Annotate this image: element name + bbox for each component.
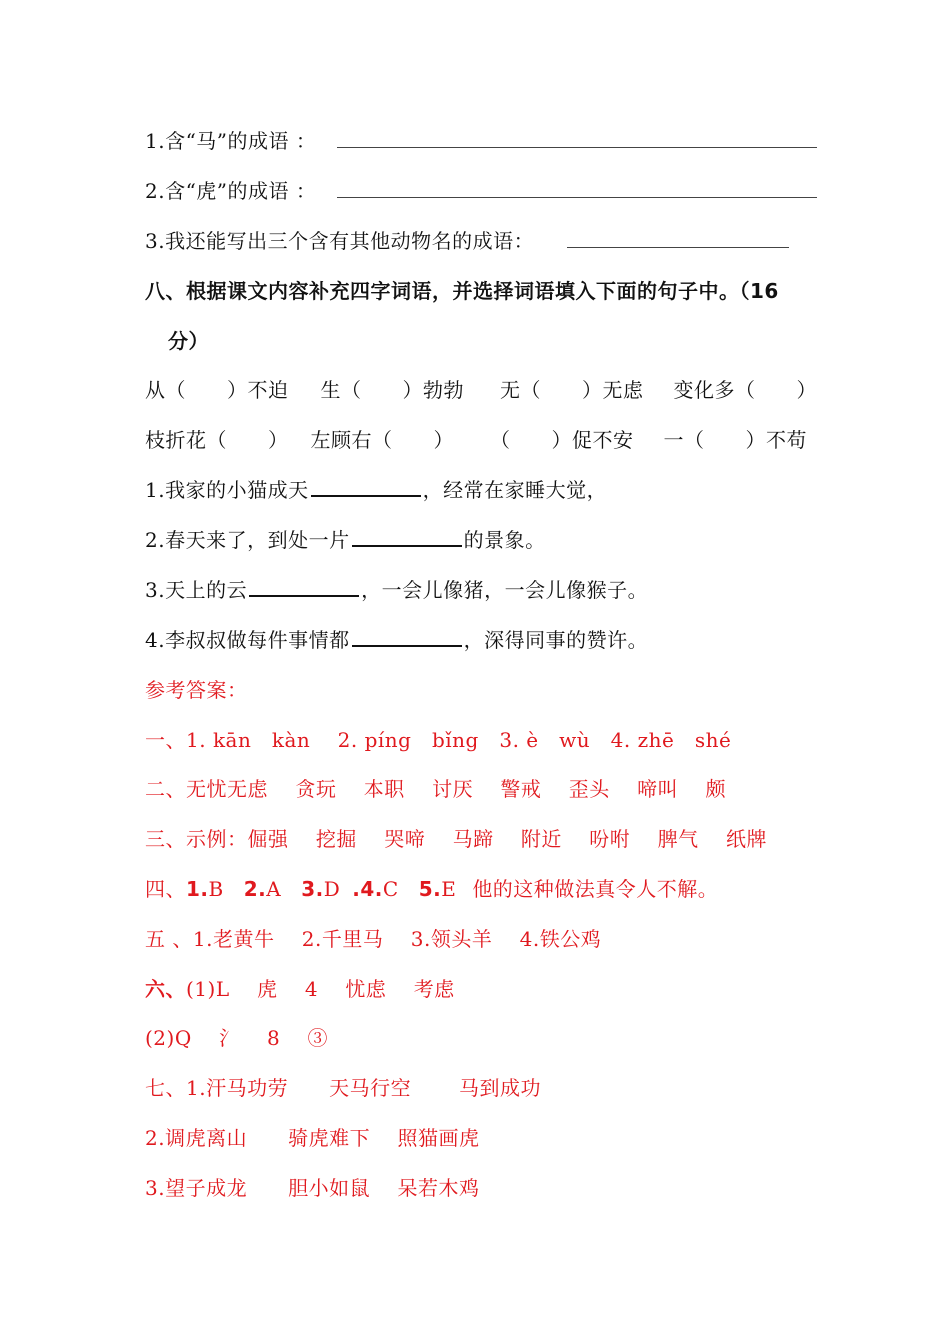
word-blank: 左顾右（ ） xyxy=(310,428,454,452)
q8-words-row-2 xyxy=(145,425,807,455)
answer-7-1: 七、1.汗马功劳 天马行空 马到成功 xyxy=(145,1076,541,1100)
q8-words-row-1 xyxy=(145,375,817,405)
sentence-text: ，一会儿像猪，一会儿像猴子。 xyxy=(361,578,649,602)
word-blank: 变化多（ ） xyxy=(673,378,817,402)
answer-7-2: 2.调虎离山 骑虎难下 照猫画虎 xyxy=(145,1126,480,1150)
q7-item-3 xyxy=(145,226,789,256)
answer-6 xyxy=(145,974,455,1004)
q8-title-cont: 分） xyxy=(168,329,209,353)
sentence-text: ，深得同事的赞许。 xyxy=(463,628,649,652)
word-blank: 无（ ）无虑 xyxy=(500,378,644,402)
sentence-text: 的景象。 xyxy=(463,528,546,552)
answer-prefix: 六、 xyxy=(145,977,186,1001)
answer-4 xyxy=(145,874,718,904)
answer-1: 一、1. kān kàn 2. píng bǐng 3. è wù 4. zhē shé xyxy=(145,728,732,752)
q7-item-1-label: 1.含“马”的成语 ： xyxy=(145,129,317,153)
answer-prefix: 四、 xyxy=(145,877,186,901)
answer-number: 2. xyxy=(243,877,267,901)
fill-blank xyxy=(352,627,462,647)
word-blank: 生（ ）勃勃 xyxy=(320,378,464,402)
sentence-text: 4.李叔叔做每件事情都 xyxy=(145,628,350,652)
q8-sentence-2 xyxy=(145,525,546,555)
answer-line xyxy=(337,129,817,148)
answer-5: 五 、1.老黄牛 2.千里马 3.领头羊 4.铁公鸡 xyxy=(145,927,602,951)
answer-text: 他的这种做法真令人不解。 xyxy=(472,877,719,901)
answer-2: 二、无忧无虑 贪玩 本职 讨厌 警戒 歪头 啼叫 颇 xyxy=(145,777,727,801)
answer-7-3: 3.望子成龙 胆小如鼠 呆若木鸡 xyxy=(145,1176,480,1200)
answer-value: B xyxy=(208,877,224,901)
word-blank: （ ）促不安 xyxy=(490,428,634,452)
answer-number: 5. xyxy=(418,877,442,901)
sentence-text: ，经常在家睡大觉， xyxy=(422,478,608,502)
answers-heading: 参考答案： xyxy=(145,678,248,702)
answer-number: .4. xyxy=(352,877,383,901)
answer-3: 三、示例：倔强 挖掘 哭啼 马蹄 附近 吩咐 脾气 纸牌 xyxy=(145,827,768,851)
word-blank: 枝折花（ ） xyxy=(145,428,289,452)
q7-item-2 xyxy=(145,176,817,206)
fill-blank xyxy=(311,477,421,497)
answer-text: (1)L 虎 4 忧虑 考虑 xyxy=(186,977,455,1001)
q7-item-3-label: 3.我还能写出三个含有其他动物名的成语： xyxy=(145,229,535,253)
q7-item-1 xyxy=(145,126,817,156)
q8-title: 八、根据课文内容补充四字词语，并选择词语填入下面的句子中。（16 xyxy=(145,279,779,303)
sentence-text: 3.天上的云 xyxy=(145,578,248,602)
word-blank: 从（ ）不迫 xyxy=(145,378,289,402)
answer-value: D xyxy=(323,877,341,901)
fill-blank xyxy=(249,577,359,597)
answer-value: C xyxy=(382,877,399,901)
fill-blank xyxy=(352,527,462,547)
q8-sentence-4 xyxy=(145,625,648,655)
answer-line xyxy=(337,179,817,198)
q7-item-2-label: 2.含“虎”的成语 ： xyxy=(145,179,317,203)
answer-value: A xyxy=(266,877,282,901)
answer-line xyxy=(567,229,789,248)
sentence-text: 1.我家的小猫成天 xyxy=(145,478,309,502)
q8-sentence-1 xyxy=(145,475,607,505)
answer-number: 3. xyxy=(301,877,324,901)
sentence-text: 2.春天来了，到处一片 xyxy=(145,528,350,552)
answer-6-2: (2)Q 氵 8 ③ xyxy=(145,1026,329,1050)
answer-value: E xyxy=(441,877,457,901)
q8-sentence-3 xyxy=(145,575,648,605)
answer-number: 1. xyxy=(186,877,209,901)
word-blank: 一（ ）不苟 xyxy=(663,428,807,452)
